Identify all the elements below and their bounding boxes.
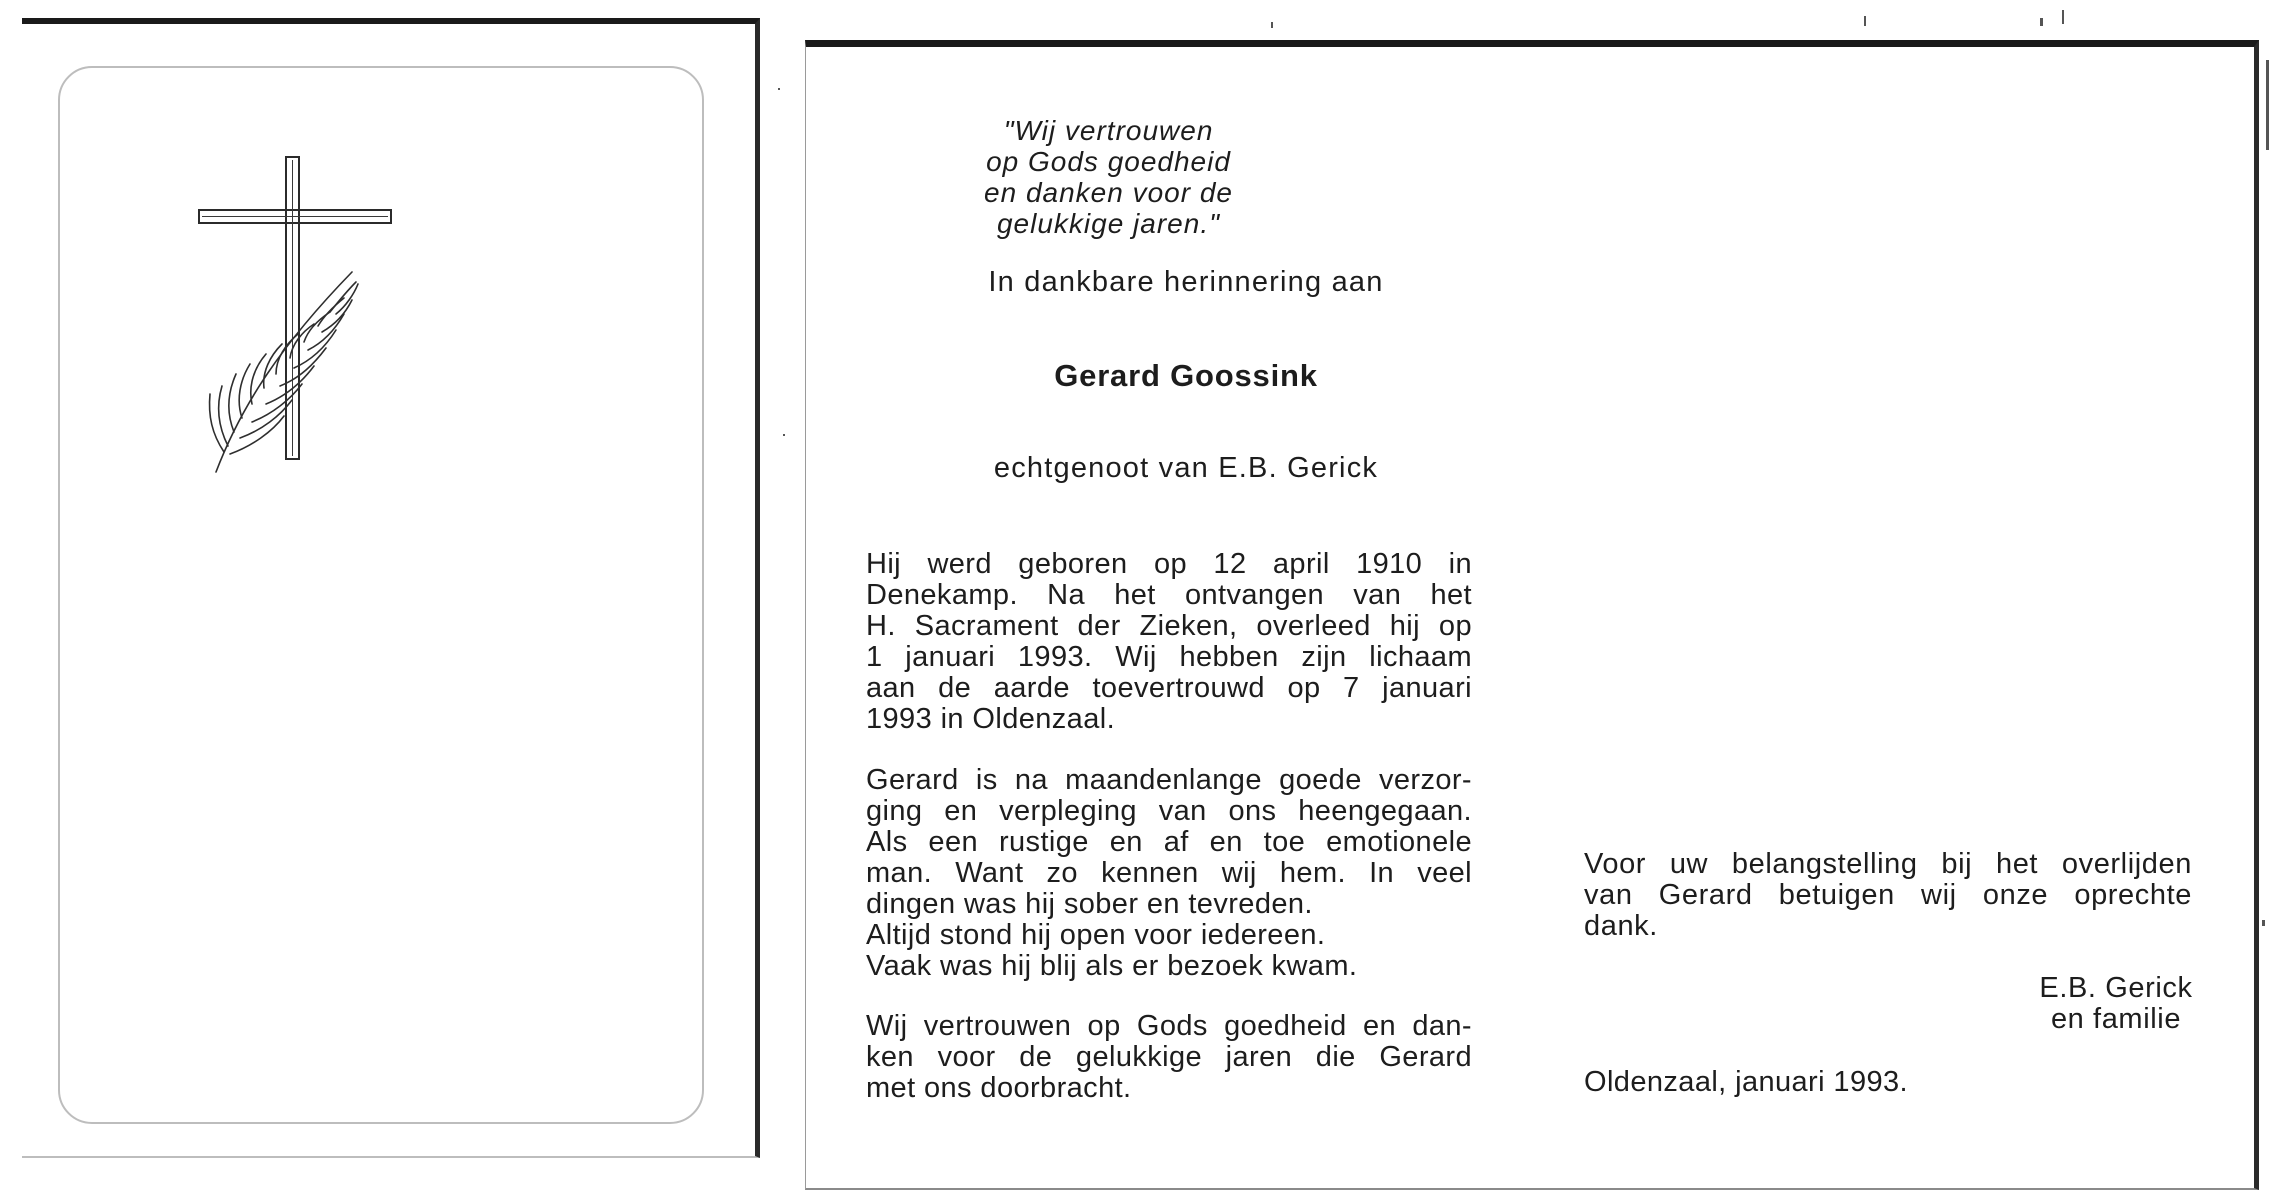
thanks-paragraph <box>1584 849 2192 942</box>
opening-quote <box>946 115 1271 239</box>
inner-card <box>805 40 2259 1190</box>
scan-speck <box>778 88 780 90</box>
paragraph-line: dank. <box>1584 910 1658 942</box>
character-paragraph <box>866 765 1472 982</box>
paragraph-line: Voor uw belangstelling bij het overlijden <box>1584 848 2192 880</box>
quote-line: op Gods goedheid <box>986 146 1231 177</box>
scan-speck <box>783 434 785 436</box>
paragraph-line: Gerard is na maandenlange goede verzor- <box>866 764 1472 796</box>
scan-speck <box>1864 16 1866 26</box>
paragraph-line: dingen was hij sober en tevreden. <box>866 888 1313 920</box>
paragraph-line: 1993 in Oldenzaal. <box>866 703 1116 735</box>
front-card <box>22 18 760 1158</box>
scan-speck <box>1271 22 1273 28</box>
spouse-line: echtgenoot van E.B. Gerick <box>993 452 1379 484</box>
paragraph-line: met ons doorbracht. <box>866 1072 1132 1104</box>
paragraph-line: Altijd stond hij open voor iedereen. <box>866 919 1326 951</box>
paragraph-line: ging en verpleging van ons heengegaan. <box>866 795 1472 827</box>
scan-speck <box>2266 60 2269 150</box>
quote-line: gelukkige jaren." <box>996 208 1221 239</box>
signature-line: E.B. Gerick <box>2039 972 2193 1004</box>
paragraph-line: Denekamp. Na het ontvangen van het <box>866 579 1472 611</box>
signature-line: en familie <box>2050 1003 2182 1035</box>
biography-paragraph <box>866 549 1472 735</box>
scan-speck <box>2062 10 2064 24</box>
closing-paragraph <box>866 1011 1472 1104</box>
paragraph-line: man. Want zo kennen wij hem. In veel <box>866 857 1472 889</box>
paragraph-line: 1 januari 1993. Wij hebben zijn lichaam <box>866 641 1472 673</box>
place-date-line: Oldenzaal, januari 1993. <box>1584 1066 1908 1098</box>
deceased-name: Gerard Goossink <box>1054 358 1318 393</box>
quote-line: en danken voor de <box>984 177 1233 208</box>
scan-speck <box>2040 18 2043 26</box>
paragraph-line: van Gerard betuigen wij onze oprechte <box>1584 879 2192 911</box>
paragraph-line: ken voor de gelukkige jaren die Gerard <box>866 1041 1472 1073</box>
remembrance-heading: In dankbare herinnering aan <box>988 266 1384 298</box>
signature <box>2006 973 2226 1035</box>
cross-with-palm-branch-icon <box>172 154 412 514</box>
paragraph-line: Als een rustige en af en toe emotionele <box>866 826 1472 858</box>
paragraph-line: Wij vertrouwen op Gods goedheid en dan- <box>866 1010 1472 1042</box>
paragraph-line: Hij werd geboren op 12 april 1910 in <box>866 548 1472 580</box>
scan-speck <box>2262 920 2265 926</box>
quote-line: "Wij vertrouwen <box>1003 115 1214 146</box>
paragraph-line: H. Sacrament der Zieken, overleed hij op <box>866 610 1472 642</box>
paragraph-line: Vaak was hij blij als er bezoek kwam. <box>866 950 1358 982</box>
paragraph-line: aan de aarde toevertrouwd op 7 januari <box>866 672 1472 704</box>
